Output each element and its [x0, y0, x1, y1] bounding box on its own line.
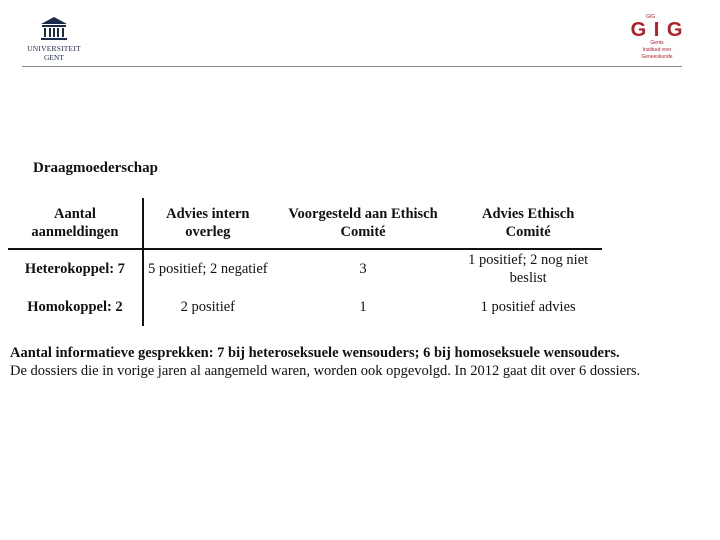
table-cell: 3	[359, 261, 367, 277]
header-divider	[22, 66, 682, 67]
page-title: Draagmoederschap	[33, 160, 158, 176]
table-cell: 1 positief; 2 nog niet beslist	[468, 252, 589, 286]
column-header-ethics-advice: Advies Ethisch Comité	[454, 198, 602, 249]
university-name: UNIVERSITEIT	[27, 44, 81, 53]
table-cell: Heterokoppel: 7	[8, 249, 143, 288]
table-row	[8, 288, 602, 326]
table-cell: 2 positief	[180, 299, 235, 315]
column-header-registrations: Aantal aanmeldingen	[8, 198, 143, 249]
table-row	[8, 249, 602, 288]
gig-logo-line3: Geneeskunde	[641, 54, 673, 60]
registrations-table	[8, 198, 602, 326]
column-header-internal-advice: Advies intern overleg	[143, 198, 272, 249]
gig-logo	[628, 10, 686, 66]
university-logo	[26, 16, 82, 64]
gig-logo-small-top: GIG	[646, 14, 656, 20]
note-informative-conversations: Aantal informatieve gesprekken: 7 bij heteroseksuele wensouders; 6 bij homoseksuele wensouders.	[10, 345, 620, 361]
table-cell: 1	[359, 299, 367, 315]
gig-logo-line1: Gents	[650, 40, 664, 46]
table-cell: 1 positief advies	[480, 299, 576, 315]
table-header-row	[8, 198, 602, 249]
table-cell: Homokoppel: 2	[8, 288, 143, 326]
note-followed-up-dossiers: De dossiers die in vorige jaren al aangemeld waren, worden ook opgevolgd. In 2012 gaat dit over 6 dossiers.	[10, 363, 641, 379]
column-header-proposed-ethics: Voorgesteld aan Ethisch Comité	[272, 198, 455, 249]
gig-logo-line2: Instituut voor	[642, 47, 672, 53]
university-building-icon	[40, 16, 68, 42]
university-city: GENT	[44, 53, 64, 62]
gig-logo-mark: G I G	[630, 19, 684, 41]
table-cell: 5 positief; 2 negatief	[148, 261, 268, 277]
